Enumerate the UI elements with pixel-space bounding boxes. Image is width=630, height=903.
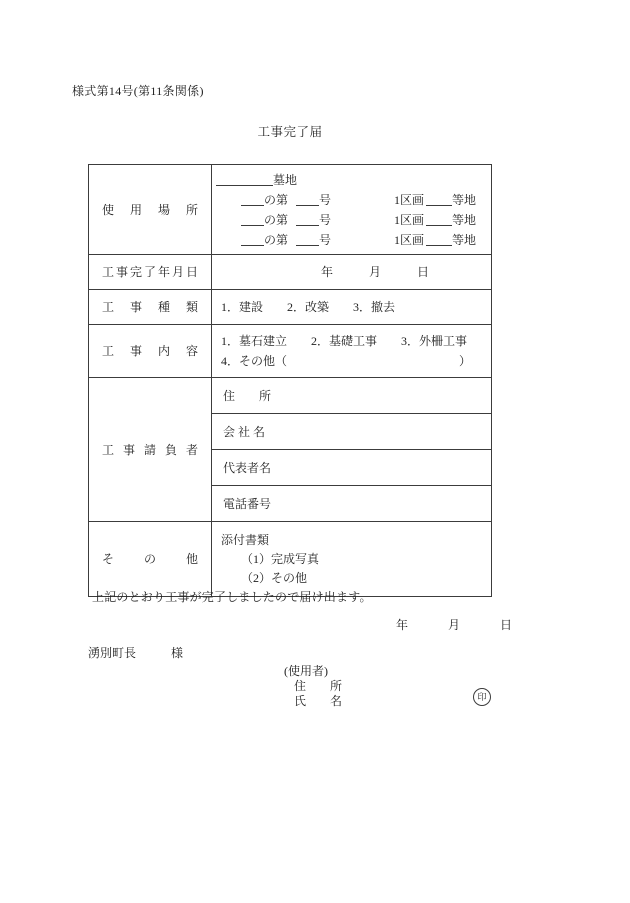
signer-heading: (使用者) [284,664,328,678]
construction-content-value [212,325,492,378]
contractor-company-label: 会 社 名 [212,414,492,450]
lot-grade-suffix: 等地 [452,193,477,207]
document-title: 工事完了届 [257,125,323,139]
lot-no-prefix: の第 [264,213,289,227]
attachment-item: （2）その他 [241,570,308,585]
signer-name-label: 氏 名 [294,694,343,708]
month-label: 月 [448,618,461,632]
lot-no-suffix: 号 [319,193,332,207]
usage-location-value [212,165,492,255]
year-label: 年 [396,618,409,632]
lot-no-prefix: の第 [264,193,289,207]
lot-line [241,210,487,230]
other-option-prefix: 4．その他（ [221,354,288,368]
year-label: 年 [321,265,334,279]
lot-grade-blank [426,213,452,226]
other-value [212,522,492,597]
contractor-label: 工 事 請 負 者 [89,378,212,522]
form-number: 様式第14号(第11条関係) [72,84,204,98]
cemetery-name-blank [216,173,273,186]
inkan-seal-mark: 印 [473,688,491,706]
usage-location-row [89,165,492,255]
other-label: そ の 他 [89,522,212,597]
cemetery-suffix: 墓地 [273,173,298,187]
other-row [89,522,492,597]
completion-date-blanks [221,262,485,282]
contractor-representative-label: 代表者名 [212,450,492,486]
contractor-address-label: 住 所 [212,378,492,414]
day-label: 日 [417,265,430,279]
other-option-suffix: ） [459,354,472,368]
lot-block: 1区画 [394,233,425,247]
lot-block: 1区画 [394,213,425,227]
completion-form-table [88,164,492,597]
lot-block: 1区画 [394,193,425,207]
lot-number-blank [296,193,319,206]
signer-block [284,664,342,709]
addressee-honorific: 様 [171,646,184,660]
completion-date-value [212,255,492,290]
lot-number-blank [296,213,319,226]
cemetery-name-line [216,170,487,190]
lot-area-blank [241,213,264,226]
lot-grade-suffix: 等地 [452,233,477,247]
lot-line [241,230,487,250]
lot-area-blank [241,193,264,206]
day-label: 日 [500,618,513,632]
attachment-item: （1）完成写真 [241,551,320,566]
construction-content-other-line [221,351,485,371]
construction-type-row [89,290,492,325]
addressee-line [88,644,183,661]
construction-type-label: 工 事 種 類 [89,290,212,325]
completion-date-row [89,255,492,290]
construction-content-row [89,325,492,378]
lot-no-suffix: 号 [319,233,332,247]
submission-date-line [396,616,512,633]
lot-no-prefix: の第 [264,233,289,247]
lot-line [241,190,487,210]
construction-content-options: 1．墓石建立 2．基礎工事 3．外柵工事 [221,334,468,348]
lot-grade-blank [426,233,452,246]
lot-grade-blank [426,193,452,206]
usage-location-label: 使 用 場 所 [89,165,212,255]
construction-content-label: 工 事 内 容 [89,325,212,378]
month-label: 月 [369,265,382,279]
contractor-address-row [89,378,492,414]
closing-sentence: 上記のとおり工事が完了しましたので届け出ます。 [92,590,372,604]
completion-date-label: 工事完了年月日 [89,255,212,290]
lot-area-blank [241,233,264,246]
lot-grade-suffix: 等地 [452,213,477,227]
lot-no-suffix: 号 [319,213,332,227]
addressee-name: 湧別町長 [88,646,137,660]
signer-address-label: 住 所 [294,679,343,693]
contractor-phone-label: 電話番号 [212,486,492,522]
construction-type-options: 1．建設 2．改築 3．撤去 [212,290,492,325]
lot-number-blank [296,233,319,246]
attachments-title: 添付書類 [221,532,270,547]
